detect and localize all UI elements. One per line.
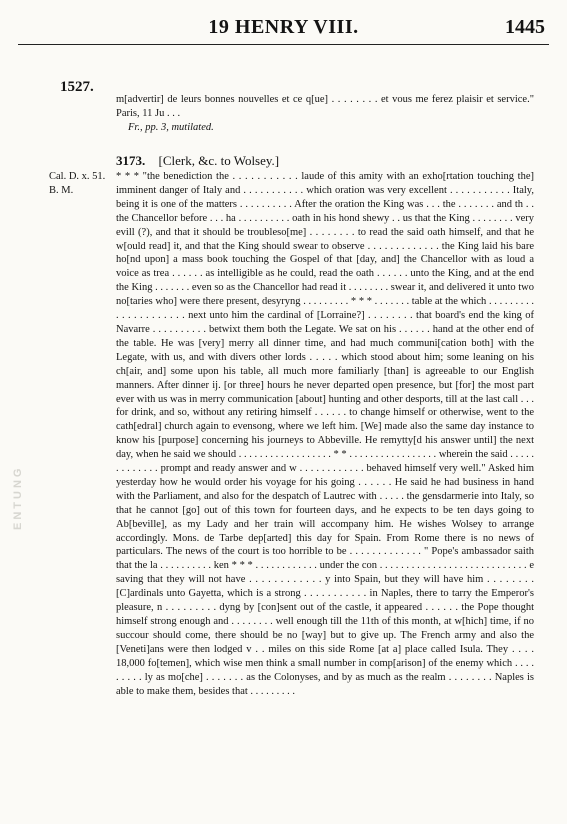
entry-title: [Clerk, &c. to Wolsey.] bbox=[158, 153, 280, 168]
previous-entry bbox=[116, 93, 534, 135]
margin-ref-bm: B. M. bbox=[49, 185, 74, 196]
running-header-title: 19 HENRY VIII. bbox=[208, 16, 359, 38]
library-stamp: ENTUNG bbox=[12, 465, 24, 530]
entry-body bbox=[116, 170, 534, 698]
margin-ref-cal: Cal. D. x. 51. bbox=[49, 171, 106, 182]
previous-entry-source: Fr., pp. 3, mutilated. bbox=[128, 121, 214, 133]
header-rule bbox=[18, 44, 549, 45]
previous-entry-text: m[advertir] de leurs bonnes nouvelles et ce q[ue] . . . . . . . . et vous me ferez plaisir et service." Paris, 11 Ju . . . bbox=[116, 94, 534, 119]
page-number: 1445 bbox=[505, 16, 545, 38]
entry-heading bbox=[116, 153, 279, 169]
margin-year: 1527. bbox=[60, 79, 94, 95]
entry-number: 3173. bbox=[116, 153, 146, 168]
entry-body-text: * * * "the benediction the . . . . . . . . . . . laude of this amity with an exho[rtation touching the] imminent danger of Italy and . . . . . . . . . . . which oration was very excellent . . . . . . . . . . . Italy, being it is one of the matters . . . . . . . . . . After the oration the King was . . . the . . . . . . . and th . . the Chancellor before . . . ha . . . . . . . . . . oath in his hond shewy . . us that the King . . . . . . . . very evill (?), and that it should be troubleso[me] . . . . . . . . to read the said oath himself, and that he w[ould read] it, and that the King should swear to observe . . . . . . . . . . . . . the King laid his bare ho[nd upon] a mass book touching the Gospel of that [day, and] the Chancellor with as loud a voice as trea . . . . . . as intelligible as he could, read the oath . . . . . . unto the King, and at the end the King . . . . . . . even so as the Chancellor had read it . . . . . . . . swear it, and delivered it unto two no[taries who] were there present, desyryng . . . . . . . . . * * * . . . . . . . table at the which . . . . . . . . . . . . . . . . . . . . . next unto him the cardinal of [Lorraine?] . . . . . . . . that board's end the king of Navarre . . . . . . . . . . betwixt them both the Legate. We sat on his . . . . . . hand at the other end of the table. He was [very] merry all dinner time, and had much communi[cation both] with the Legate, with us, and with divers other lords . . . . . which stood about him; some leaning on his ch[air, and] some upon his table, all much more familiarly [than] is agreeable to our English manners. After dinner ij. [or three] hours he never departed open presence, but [for] the most part ever with us was in merry communication [about] hunting and other desports, till at the last call . . . for drink, and so, without any retiring himself . . . . . . to change himself or otherwise, went to the cath[edral] church again to evensong, where we left him. [We] made also the same day instance to know his [purpose] concerning his journeys to Abbeville. He remytty[d his answer until] the next day, when he said we should . . . . . . . . . . . . . . . . . . * * . . . . . . . . . . . . . . . . . wherein the said . . . . . . . . . . . . . prompt and ready answer and w . . . . . . . . . . . . behaved himself very well." Asked him yesterday how he would order his voyage for his going . . . . . . He said he had business in hand with the Parliament, and also for the despatch of Lautrec with . . . . . the gensdarmerie into Italy, so that he cannot [go] out of this town for fourteen days, and he expects to be ten days going to Ab[beville], as my Lady and her train will accompany him. He wishes Wolsey to arrange accordingly. Mons. de Tarbe dep[arted] this day for Spain. From Rome there is no news of particulars. The news of the court is too horrible to be . . . . . . . . . . . . . " Pope's ambassador saith that the la . . . . . . . . . . ken * * * . . . . . . . . . . . . under the con . . . . . . . . . . . . . . . . . . . . . . . . . . . . e saving that they will not have . . . . . . . . . . . . y into Spain, but they will have him . . . . . . . . [C]ardinals unto Gayetta, which is a strong . . . . . . . . . . . in Naples, there to tarry the Emperor's pleasure, n . . . . . . . . . dyng by [con]sent out of the castle, it appeared . . . . . . the Pope thought himself strong enough and . . . . . . . . well enough till the 11th of this month, at w[hich] time, if no succour should come, there should be no [way] but to give up. The French army and also the [Veneti]ans were then lodged v . . miles on this side Rome [at a] place called Isula. They . . . . 18,000 fo[temen], which wise men think a small number in comp[arison] of the enemy which . . . . . . . . . ly as mo[che] . . . . . . . as the Colonyses, and by as much as the realm . . . . . . . . Naples is able to make them, besides that . . . . . . . . . bbox=[116, 171, 534, 697]
